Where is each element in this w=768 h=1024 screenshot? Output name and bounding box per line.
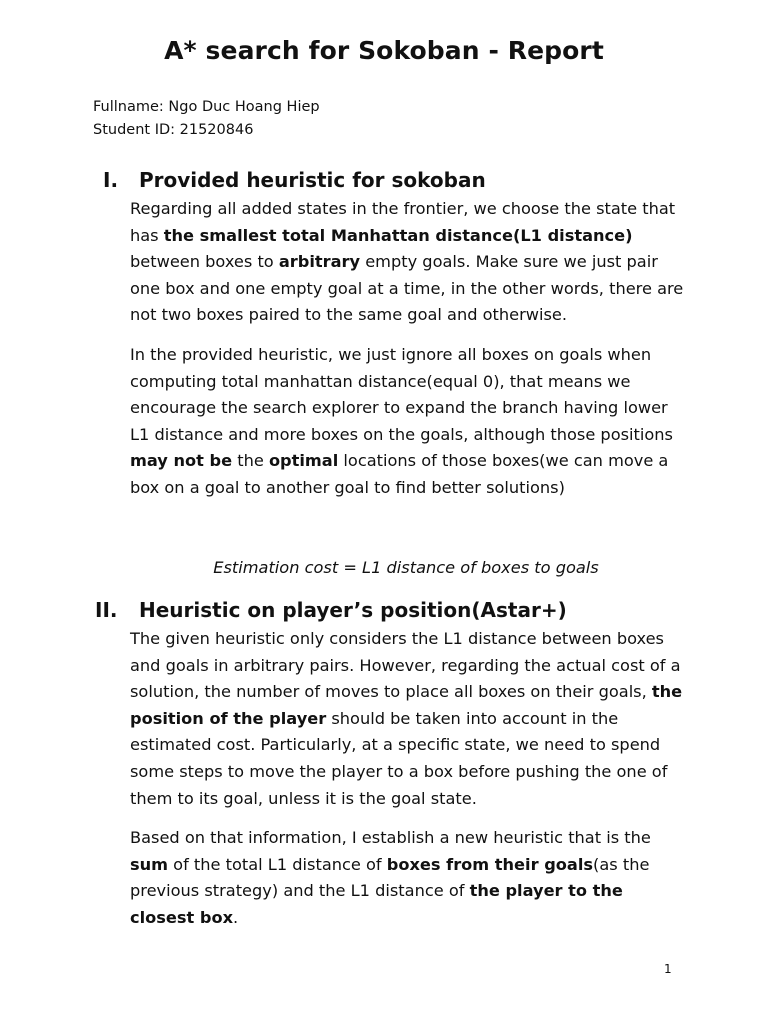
bold-text-run: the player to the closest box: [130, 881, 623, 927]
section-2-paragraph-2: [130, 825, 690, 931]
document-title: A* search for Sokoban - Report: [164, 36, 604, 65]
section-2-number: II.: [95, 598, 118, 622]
section-2-title: Heuristic on player’s position(Astar+): [139, 598, 567, 622]
text-run: empty goals. Make sure we just pair one box and one empty goal at a time, in the other words, there are not two boxes paired to the same goal and otherwise.: [130, 252, 684, 325]
text-run: The given heuristic only considers the L1 distance between boxes and goals in arbitrary pairs. However, regarding the actual cost of a solution, the number of moves to place all boxes on their goals,: [130, 629, 681, 702]
page-number: 1: [664, 962, 672, 976]
section-1-title: Provided heuristic for sokoban: [139, 168, 486, 192]
bold-text-run: arbitrary: [278, 252, 361, 272]
text-run: should be taken into account in the estimated cost. Particularly, at a specific state, we need to spend some steps to move the player to a box before pushing the one of them to its goal, unless it is the goal state.: [130, 708, 668, 808]
text-run: locations of those boxes(we can move a box on a goal to another goal to find better solutions): [130, 451, 669, 497]
student-id-line: Student ID: 21520846: [93, 122, 254, 138]
section-1-paragraph-1: [130, 196, 690, 329]
section-2-paragraph-1: [130, 626, 690, 812]
text-run: of the total L1 distance of: [168, 854, 387, 874]
estimation-formula: Estimation cost = L1 distance of boxes to goals: [213, 558, 599, 577]
section-1-heading: [103, 166, 486, 194]
text-run: between boxes to: [130, 252, 279, 272]
fullname-line: Fullname: Ngo Duc Hoang Hiep: [93, 99, 320, 115]
bold-text-run: the smallest total Manhattan distance(L1 distance): [163, 225, 633, 245]
bold-text-run: the position of the player: [130, 682, 683, 728]
bold-text-run: may not be: [130, 451, 233, 471]
text-run: Regarding all added states in the frontier, we choose the state that has: [130, 199, 676, 245]
section-1-number: I.: [103, 168, 119, 192]
text-run: Based on that information, I establish a new heuristic that is the: [130, 828, 651, 847]
section-2-heading: [95, 596, 567, 624]
bold-text-run: sum: [130, 854, 169, 874]
bold-text-run: boxes from their goals: [386, 854, 594, 874]
text-run: the: [232, 451, 269, 471]
section-1-paragraph-2: [130, 342, 690, 502]
text-run: (as the previous strategy) and the L1 distance of: [130, 854, 650, 901]
text-run: .: [233, 907, 239, 927]
text-run: In the provided heuristic, we just ignore all boxes on goals when computing total manhattan distance(equal 0), that means we encourage the search explorer to expand the branch having lower L1 distance and more boxes on the goals, although those positions: [130, 345, 673, 444]
author-info: [93, 96, 320, 142]
bold-text-run: optimal: [268, 451, 339, 471]
